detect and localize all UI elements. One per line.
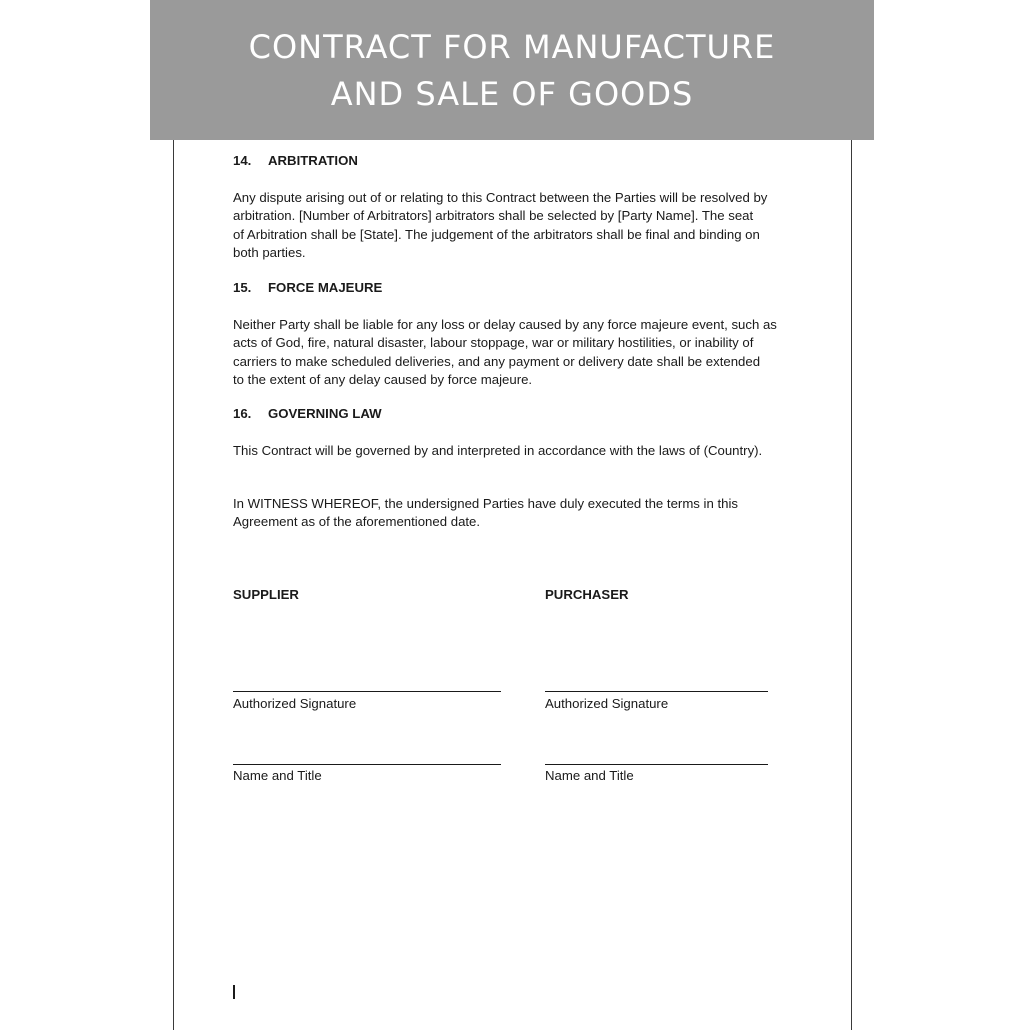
witness-paragraph	[233, 495, 738, 532]
purchaser-heading: PURCHASER	[545, 587, 629, 602]
purchaser-signature-line[interactable]	[545, 691, 768, 692]
section-heading-arbitration	[233, 152, 358, 174]
text-cursor	[233, 985, 235, 999]
supplier-name-title-line[interactable]	[233, 764, 501, 765]
paragraph-line: In WITNESS WHEREOF, the undersigned Parties have duly executed the terms in this	[233, 496, 739, 511]
supplier-signature-label: Authorized Signature	[233, 696, 357, 711]
paragraph-line: both parties.	[233, 245, 306, 261]
paragraph-line: Agreement as of the aforementioned date.	[233, 514, 481, 530]
section-paragraph-force-majeure	[233, 316, 777, 390]
purchaser-name-title-line[interactable]	[545, 764, 768, 765]
paragraph-line: Neither Party shall be liable for any loss or delay caused by any force majeure event, such as	[233, 317, 777, 332]
paragraph-line: acts of God, fire, natural disaster, labour stoppage, war or military hostilities, or inability of	[233, 335, 754, 351]
section-title: ARBITRATION	[268, 153, 358, 168]
supplier-name-title-label: Name and Title	[233, 768, 322, 783]
paragraph-line: of Arbitration shall be [State]. The judgement of the arbitrators shall be final and binding on	[233, 226, 760, 242]
purchaser-name-title-label: Name and Title	[545, 768, 634, 783]
banner-title-line-1: CONTRACT FOR MANUFACTURE	[248, 28, 776, 66]
section-title: FORCE MAJEURE	[268, 280, 383, 295]
section-title: GOVERNING LAW	[268, 406, 382, 421]
section-number: 15.	[233, 280, 252, 295]
banner-title-line-2: AND SALE OF GOODS	[330, 75, 694, 113]
purchaser-signature-label: Authorized Signature	[545, 696, 669, 711]
section-paragraph-arbitration	[233, 189, 767, 263]
section-number: 16.	[233, 406, 252, 421]
paragraph-line: This Contract will be governed by and interpreted in accordance with the laws of (Country).	[233, 443, 763, 458]
supplier-signature-block	[233, 586, 501, 783]
supplier-signature-line[interactable]	[233, 691, 501, 692]
section-paragraph-governing-law	[233, 442, 762, 460]
paragraph-line: carriers to make scheduled deliveries, and any payment or delivery date shall be extended	[233, 353, 761, 369]
section-heading-force-majeure	[233, 279, 382, 301]
supplier-heading: SUPPLIER	[233, 587, 299, 602]
title-banner	[150, 0, 874, 140]
section-heading-governing-law	[233, 405, 382, 427]
purchaser-signature-block	[545, 586, 768, 783]
paragraph-line: to the extent of any delay caused by force majeure.	[233, 372, 533, 388]
section-number: 14.	[233, 153, 252, 168]
paragraph-line: arbitration. [Number of Arbitrators] arbitrators shall be selected by [Party Name]. The seat	[233, 208, 754, 224]
paragraph-line: Any dispute arising out of or relating to this Contract between the Parties will be resolved by	[233, 190, 768, 205]
